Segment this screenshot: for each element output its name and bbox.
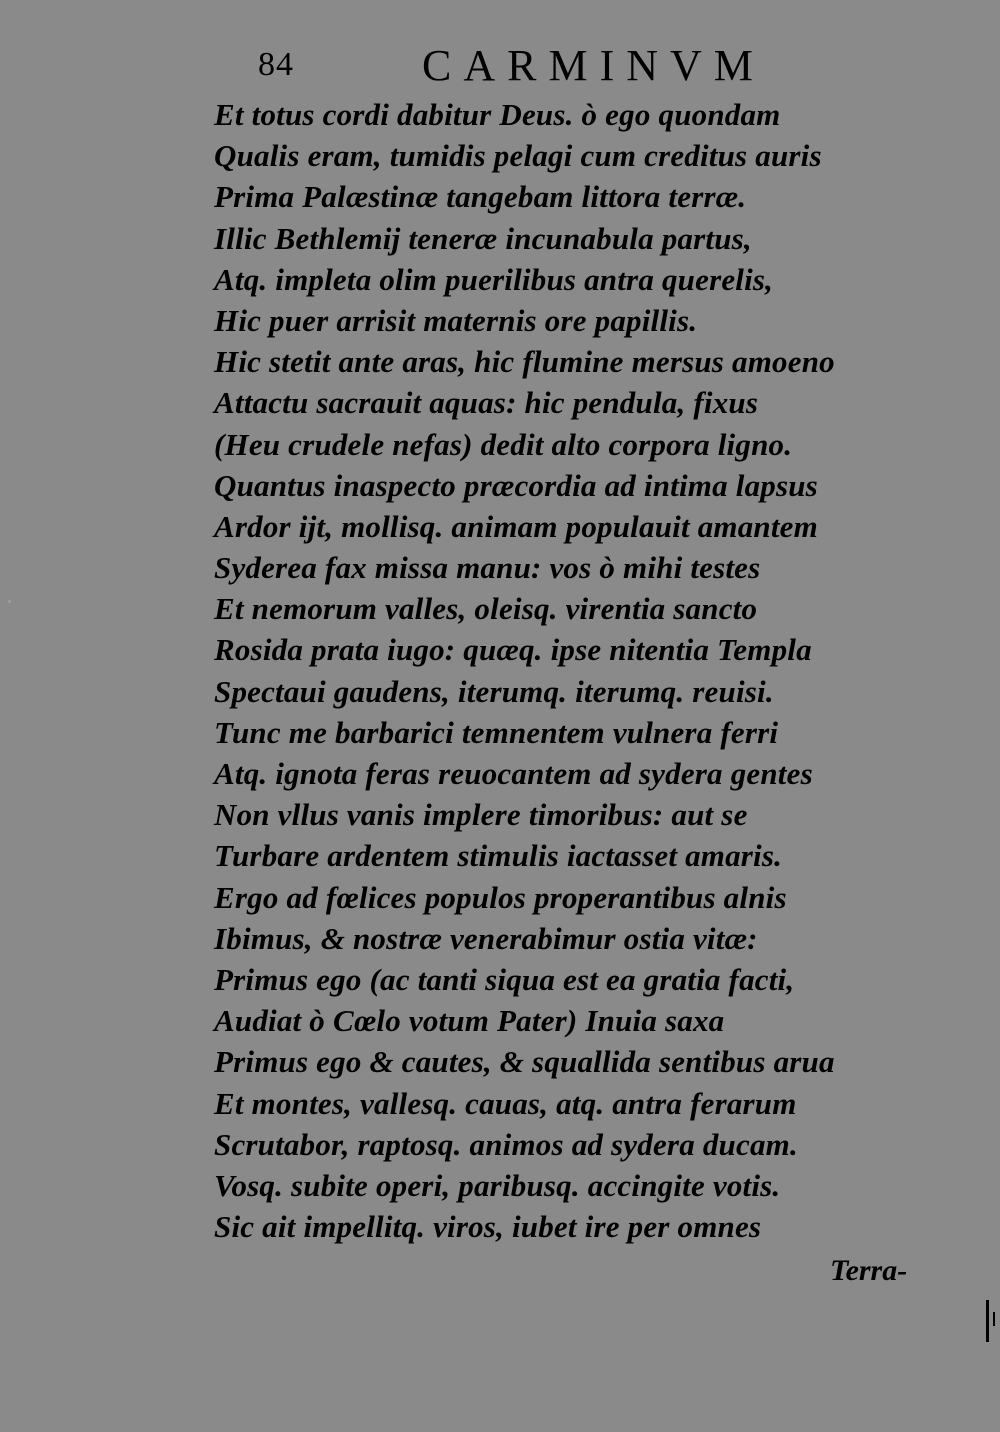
verse-line: Ergo ad fœlices populos properantibus alnis — [214, 879, 787, 915]
verse-line: Atq. ignota feras reuocantem ad sydera gentes — [214, 756, 813, 791]
verse-line: Sic ait impellitq. viros, iubet ire per omnes — [214, 1209, 762, 1245]
verse-line: Vosq. subite operi, paribusq. accingite votis. — [214, 1167, 781, 1203]
scan-speck — [8, 600, 11, 603]
verse-line: Quantus inaspecto præcordia ad intima lapsus — [214, 467, 818, 503]
verse-line: Illic Bethlemij teneræ incunabula partus, — [214, 220, 752, 256]
verse-line: Ardor ijt, mollisq. animam populauit amantem — [214, 508, 818, 544]
verse-line: Syderea fax missa manu: vos ò mihi testes — [214, 550, 761, 586]
page-number: 84 — [258, 46, 294, 83]
verse-line: Atq. impleta olim puerilibus antra querelis, — [214, 261, 774, 297]
verse-line: Scrutabor, raptosq. animos ad sydera ducam. — [214, 1126, 798, 1162]
verse-line: Non vllus vanis implere timoribus: aut se — [214, 797, 748, 833]
verse-line: Attactu sacrauit aquas: hic pendula, fixus — [214, 385, 759, 421]
verse-line: Turbare ardentem stimulis iactasset amaris. — [214, 838, 783, 874]
verse-line: Prima Palæstinæ tangebam littora terræ. — [214, 179, 747, 215]
running-head: CARMINVM — [422, 41, 765, 90]
verse-line: Tunc me barbarici temnentem vulnera ferri — [214, 714, 779, 750]
verse-line: Spectaui gaudens, iterumq. iterumq. reuisi. — [214, 673, 774, 709]
verse-line: Et totus cordi dabitur Deus. ò ego quondam — [214, 97, 781, 132]
verse-line: Hic stetit ante aras, hic flumine mersus amoeno — [214, 344, 835, 380]
page-header — [258, 40, 818, 90]
catchword: Terra- — [830, 1254, 908, 1287]
verse-line: Audiat ò Cœlo votum Pater) Inuia saxa — [214, 1003, 725, 1039]
verse-line: Hic puer arrisit maternis ore papillis. — [214, 302, 698, 338]
verse-line: Ibimus, & nostræ venerabimur ostia vitæ: — [214, 920, 758, 956]
verse-line: Et montes, vallesq. cauas, atq. antra ferarum — [214, 1085, 797, 1121]
verse-text — [214, 94, 974, 1247]
verse-line: Primus ego (ac tanti siqua est ea gratia facti, — [214, 961, 795, 997]
page-edge-mark — [986, 1300, 989, 1342]
verse-line: Primus ego & cautes, & squallida sentibus arua — [214, 1044, 835, 1080]
verse-line: (Heu crudele nefas) dedit alto corpora ligno. — [214, 426, 793, 462]
verse-line: Qualis eram, tumidis pelagi cum creditus auris — [214, 138, 822, 174]
verse-line: Et nemorum valles, oleisq. virentia sancto — [214, 591, 758, 627]
page-edge-mark — [993, 1312, 995, 1326]
verse-line: Rosida prata iugo: quæq. ipse nitentia Templa — [214, 632, 812, 668]
